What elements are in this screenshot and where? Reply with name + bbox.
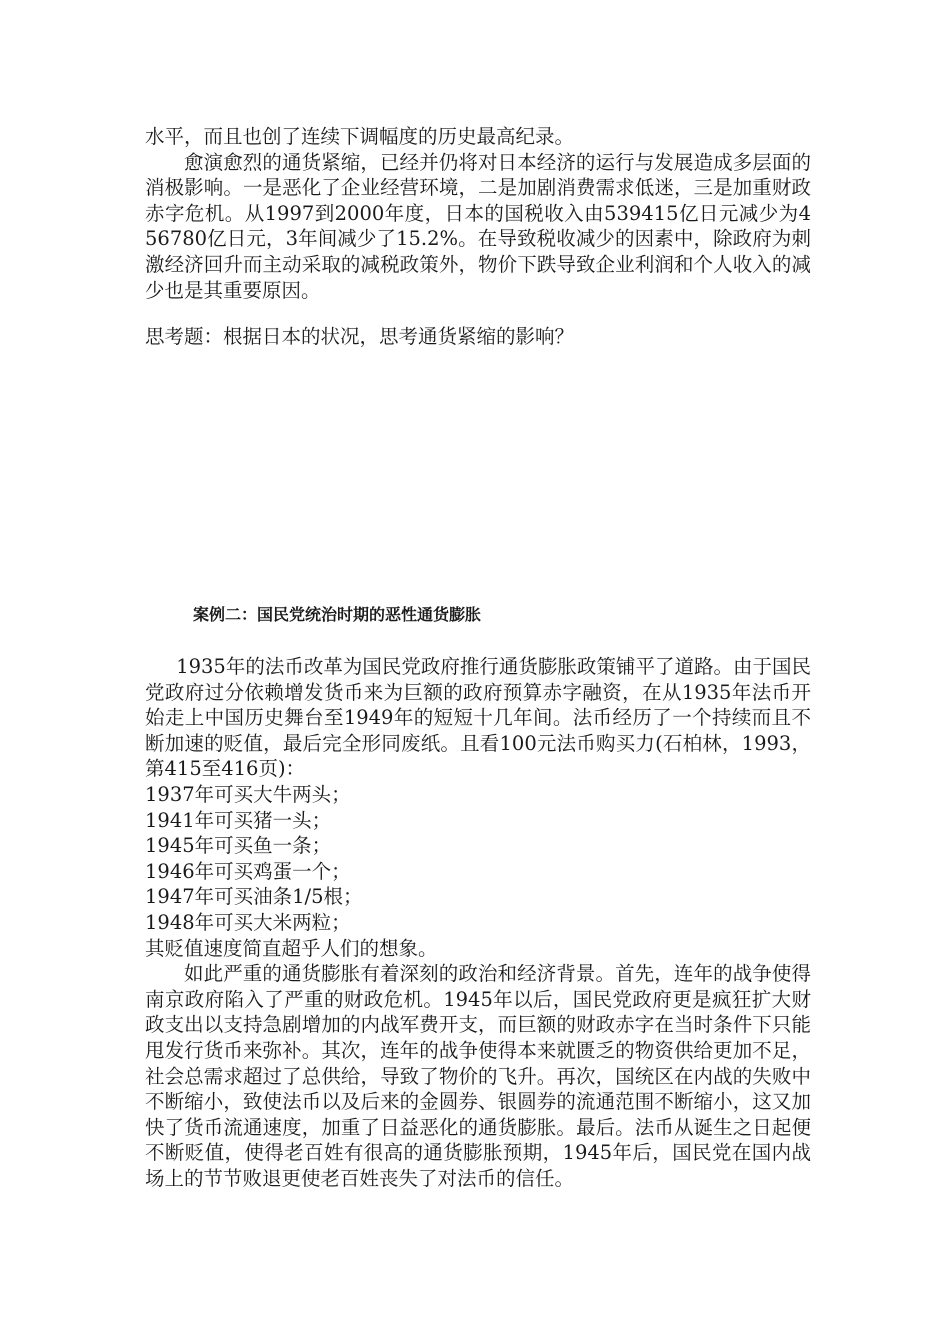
section-case-two bbox=[145, 654, 811, 1191]
paragraph-analysis: 如此严重的通货膨胀有着深刻的政治和经济背景。首先，连年的战争使得南京政府陷入了严重的财政危机。1945年以后，国民党政府更是疯狂扩大财政支出以支持急剧增加的内战军费开支，而巨额的财政赤字在当时条件下只能甩发行货币来弥补。其次，连年的战争使得本来就匮乏的物资供给更加不足，社会总需求超过了总供给，导致了物价的飞升。再次，国统区在内战的失败中不断缩小，致使法币以及后来的金圆券、银圆券的流通范围不断缩小，这又加快了货币流通速度，加重了日益恶化的通货膨胀。最后。法币从诞生之日起便不断贬值，使得老百姓有很高的通货膨胀预期，1945年后，国民党在国内战场上的节节败退更使老百姓丧失了对法币的信任。 bbox=[145, 962, 811, 1190]
list-item: 1941年可买猪一头； bbox=[145, 808, 332, 832]
list-item: 1947年可买油条1/5根； bbox=[145, 885, 363, 909]
case-heading: 案例二：国民党统治时期的恶性通货膨胀 bbox=[193, 605, 482, 624]
list-item: 1945年可买鱼一条； bbox=[145, 834, 332, 858]
paragraph-summary: 其贬值速度简直超乎人们的想象。 bbox=[145, 936, 438, 960]
paragraph-intro: 1935年的法币改革为国民党政府推行通货膨胀政策铺平了道路。由于国民党政府过分依赖增发货币来为巨额的政府预算赤字融资，在从1935年法币开始走上中国历史舞台至1949年的短短十几年间。法币经历了一个持续而且不断加速的贬值，最后完全形同废纸。且看100元法币购买力(石柏林，1993，第415至416页)： bbox=[145, 655, 811, 781]
section-deflation-japan bbox=[145, 124, 811, 303]
list-item: 1937年可买大牛两头； bbox=[145, 782, 351, 806]
paragraph-deflation-impact: 愈演愈烈的通货紧缩，已经并仍将对日本经济的运行与发展造成多层面的消极影响。一是恶化了企业经营环境，二是加剧消费需求低迷，三是加重财政赤字危机。从1997到2000年度，日本的国税收入由539415亿日元减少为456780亿日元，3年间减少了15.2%。在导致税收减少的因素中，除政府为刺激经济回升而主动采取的减税政策外，物价下跌导致企业利润和个人收入的减少也是其重要原因。 bbox=[145, 150, 811, 302]
discussion-question: 思考题：根据日本的状况，思考通货紧缩的影响？ bbox=[145, 325, 575, 348]
paragraph-continuation: 水平，而且也创了连续下调幅度的历史最高纪录。 bbox=[145, 125, 575, 148]
list-item: 1948年可买大米两粒； bbox=[145, 910, 351, 934]
list-item: 1946年可买鸡蛋一个； bbox=[145, 859, 351, 883]
